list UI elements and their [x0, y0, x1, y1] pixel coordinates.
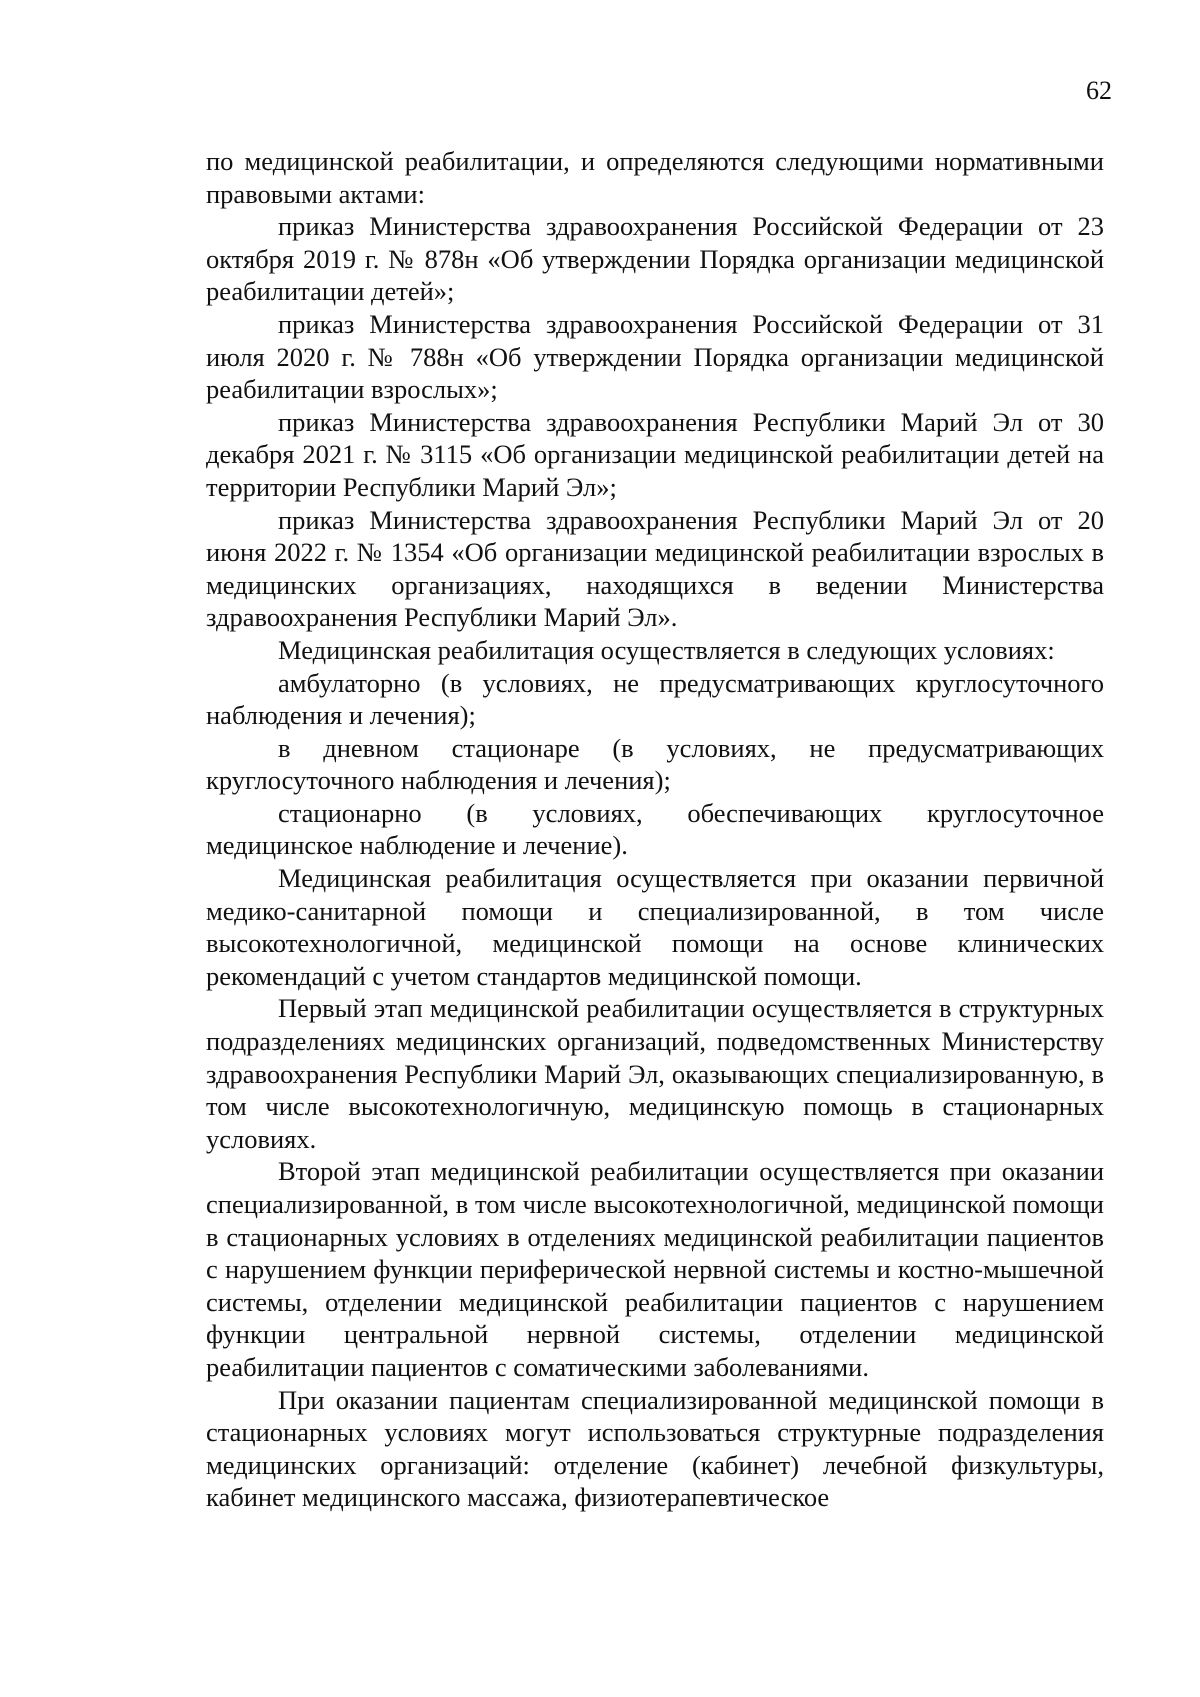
- paragraph-condition-outpatient: амбулаторно (в условиях, не предусматривающих круглосуточного наблюдения и лечения);: [206, 667, 1104, 731]
- paragraph-order-3115: приказ Министерства здравоохранения Республики Марий Эл от 30 декабря 2021 г. № 3115 «Об организации медицинской реабилитации детей на территории Республики Марий Эл»;: [206, 406, 1104, 502]
- paragraph-second-stage: Второй этап медицинской реабилитации осуществляется при оказании специализированной, в том числе высокотехнологичной, медицинской помощи в стационарных условиях в отделениях медицинской реабилитации пациентов с нарушением функции периферической нервной системы и костно-мышечной системы, отделении медицинской реабилитации пациентов с нарушением функции центральной нервной системы, отделении медицинской реабилитации пациентов с соматическими заболеваниями.: [206, 1156, 1104, 1382]
- paragraph-condition-inpatient: стационарно (в условиях, обеспечивающих круглосуточное медицинское наблюдение и лечение).: [206, 797, 1104, 861]
- paragraph-order-1354: приказ Министерства здравоохранения Республики Марий Эл от 20 июня 2022 г. № 1354 «Об организации медицинской реабилитации взрослых в медицинских организациях, находящихся в ведении Министерства здравоохранения Республики Марий Эл».: [206, 504, 1104, 633]
- paragraph-order-878n: приказ Министерства здравоохранения Российской Федерации от 23 октября 2019 г. № 878н «Об утверждении Порядка организации медицинской реабилитации детей»;: [206, 211, 1104, 307]
- paragraph-condition-day-hospital: в дневном стационаре (в условиях, не предусматривающих круглосуточного наблюдения и лечения);: [206, 732, 1104, 796]
- document-body: [206, 145, 1104, 1514]
- paragraph-structural-units: При оказании пациентам специализированной медицинской помощи в стационарных условиях могут использоваться структурные подразделения медицинских организаций: отделение (кабинет) лечебной физкультуры, кабинет медицинского массажа, физиотерапевтическое: [206, 1384, 1104, 1513]
- paragraph-first-stage: Первый этап медицинской реабилитации осуществляется в структурных подразделениях медицинских организаций, подведомственных Министерству здравоохранения Республики Марий Эл, оказывающих специализированную, в том числе высокотехнологичную, медицинскую помощь в стационарных условиях.: [206, 993, 1104, 1154]
- paragraph-care-types: Медицинская реабилитация осуществляется при оказании первичной медико-санитарной помощи и специализированной, в том числе высокотехнологичной, медицинской помощи на основе клинических рекомендаций с учетом стандартов медицинской помощи.: [206, 863, 1104, 991]
- paragraph-order-788n: приказ Министерства здравоохранения Российской Федерации от 31 июля 2020 г. № 788н «Об утверждении Порядка организации медицинской реабилитации взрослых»;: [206, 308, 1104, 405]
- paragraph-conditions-intro: Медицинская реабилитация осуществляется в следующих условиях:: [278, 634, 1055, 665]
- page-number: 62: [1086, 76, 1112, 105]
- paragraph-continuation: по медицинской реабилитации, и определяются следующими нормативными правовыми актами:: [206, 146, 1104, 209]
